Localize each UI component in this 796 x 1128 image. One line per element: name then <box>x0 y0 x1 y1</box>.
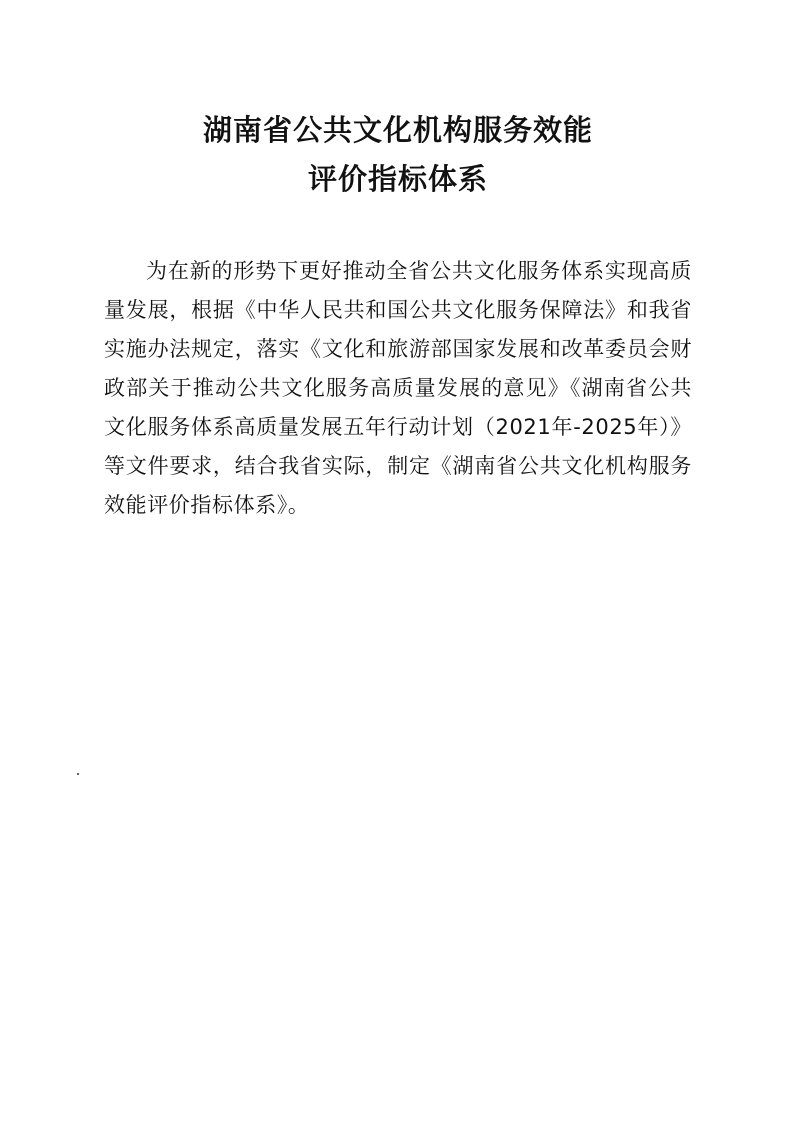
intro-paragraph: 为在新的形势下更好推动全省公共文化服务体系实现高质量发展，根据《中华人民共和国公共文化服务保障法》和我省实施办法规定，落实《文化和旅游部国家发展和改革委员会财政部关于推动公共文化服务高质量发展的意见》《湖南省公共文化服务体系高质量发展五年行动计划（2021年-2025年）》等文件要求，结合我省实际，制定《湖南省公共文化机构服务效能评价指标体系》。 <box>104 259 692 517</box>
scan-speck <box>77 773 79 775</box>
document-title-line-2: 评价指标体系 <box>307 162 488 196</box>
document-title-line-1: 湖南省公共文化机构服务效能 <box>202 113 593 147</box>
